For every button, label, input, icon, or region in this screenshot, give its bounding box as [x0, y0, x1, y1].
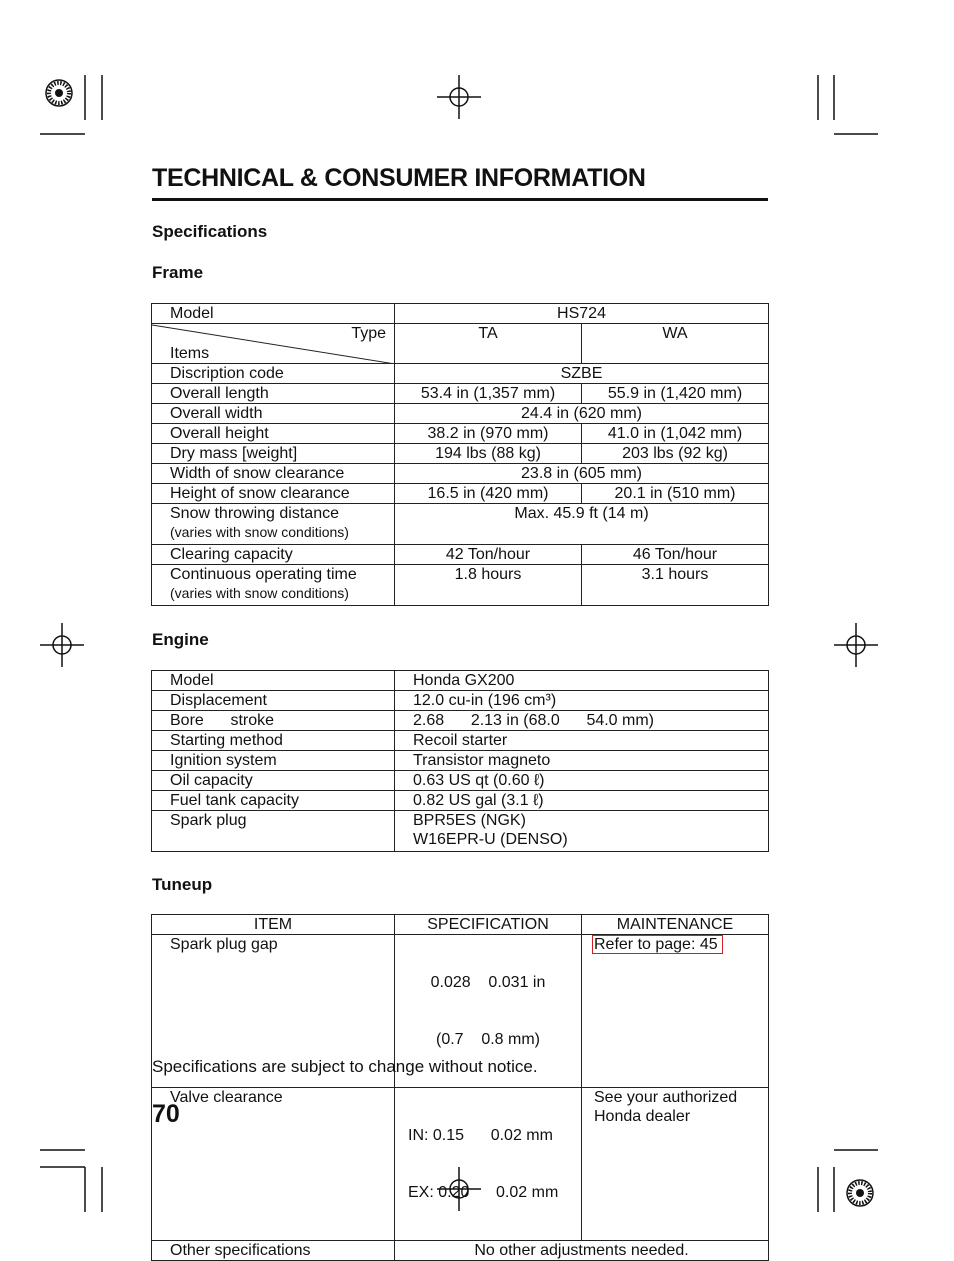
- table-row: [152, 691, 769, 711]
- gap-label: Spark plug gap: [152, 935, 395, 1088]
- spark-plug-ngk: BPR5ES (NGK): [413, 812, 526, 829]
- crosshair-top: [437, 75, 481, 119]
- valve-spec-ex: EX: 0.20 0.02 mm: [408, 1184, 559, 1201]
- engine-label: Fuel tank capacity: [152, 791, 395, 811]
- table-row: [152, 1241, 769, 1261]
- section-tuneup: Tuneup: [152, 875, 213, 894]
- spark-plug-values: [395, 811, 769, 852]
- valve-maint-line2: Honda dealer: [594, 1108, 691, 1125]
- clear-width-value: 23.8 in (605 mm): [395, 464, 769, 484]
- table-row: [152, 304, 769, 324]
- other-value: No other adjustments needed.: [395, 1241, 769, 1261]
- spark-plug-label: Spark plug: [152, 811, 395, 852]
- throw-label-cell: [152, 504, 395, 545]
- page-number: 70: [152, 1100, 180, 1128]
- table-row: [152, 545, 769, 565]
- engine-label: Displacement: [152, 691, 395, 711]
- optime-note: (varies with snow conditions): [170, 585, 349, 601]
- type-label: Type: [351, 325, 386, 342]
- title-rule: [152, 198, 768, 201]
- section-frame: Frame: [152, 263, 204, 282]
- throw-label: Snow throwing distance: [170, 505, 339, 522]
- table-row: [152, 811, 769, 852]
- gap-spec-in: 0.028 0.031 in: [430, 974, 546, 991]
- table-row: [152, 771, 769, 791]
- disclaimer-note: Specifications are subject to change without notice.: [152, 1057, 538, 1076]
- header-maintenance: MAINTENANCE: [582, 915, 769, 935]
- other-label: Other specifications: [152, 1241, 395, 1261]
- table-row: [152, 565, 769, 606]
- capacity-label: Clearing capacity: [152, 545, 395, 565]
- clear-height-wa: 20.1 in (510 mm): [582, 484, 769, 504]
- throw-value: Max. 45.9 ft (14 m): [395, 504, 769, 545]
- page-reference-link[interactable]: Refer to page: 45: [592, 935, 723, 954]
- mass-label: Dry mass [weight]: [152, 444, 395, 464]
- table-row: [152, 711, 769, 731]
- width-label: Overall width: [152, 404, 395, 424]
- type-ta: TA: [395, 324, 582, 364]
- optime-label-cell: [152, 565, 395, 606]
- tuneup-table: [151, 914, 769, 1261]
- engine-table: [151, 670, 769, 852]
- clear-height-ta: 16.5 in (420 mm): [395, 484, 582, 504]
- table-row: [152, 671, 769, 691]
- table-row: [152, 324, 769, 364]
- height-label: Overall height: [152, 424, 395, 444]
- items-label: Items: [170, 345, 210, 362]
- registration-target-bottom-right: [847, 1180, 873, 1206]
- engine-value: 2.68 2.13 in (68.0 54.0 mm): [395, 711, 769, 731]
- section-specifications: Specifications: [152, 222, 268, 241]
- engine-label: Starting method: [152, 731, 395, 751]
- length-wa: 55.9 in (1,420 mm): [582, 384, 769, 404]
- length-label: Overall length: [152, 384, 395, 404]
- engine-value: Transistor magneto: [395, 751, 769, 771]
- engine-label: Oil capacity: [152, 771, 395, 791]
- gap-maint-cell: [582, 935, 769, 1088]
- table-row: [152, 751, 769, 771]
- capacity-wa: 46 Ton/hour: [582, 545, 769, 565]
- capacity-ta: 42 Ton/hour: [395, 545, 582, 565]
- height-ta: 38.2 in (970 mm): [395, 424, 582, 444]
- clear-width-label: Width of snow clearance: [152, 464, 395, 484]
- mass-wa: 203 lbs (92 kg): [582, 444, 769, 464]
- valve-spec: [395, 1088, 582, 1241]
- frame-model-value: HS724: [395, 304, 769, 324]
- optime-label: Continuous operating time: [170, 566, 357, 583]
- engine-value: 12.0 cu-in (196 cm³): [395, 691, 769, 711]
- type-wa: WA: [582, 324, 769, 364]
- crosshair-right: [834, 623, 878, 667]
- optime-wa: 3.1 hours: [582, 565, 769, 606]
- height-wa: 41.0 in (1,042 mm): [582, 424, 769, 444]
- crosshair-left: [40, 623, 84, 667]
- table-row: [152, 484, 769, 504]
- table-row: [152, 424, 769, 444]
- table-row: [152, 791, 769, 811]
- width-value: 24.4 in (620 mm): [395, 404, 769, 424]
- valve-maint: [582, 1088, 769, 1241]
- table-row: [152, 731, 769, 751]
- code-value: SZBE: [395, 364, 769, 384]
- engine-value: Recoil starter: [395, 731, 769, 751]
- header-specification: SPECIFICATION: [395, 915, 582, 935]
- code-label: Discription code: [152, 364, 395, 384]
- table-row: [152, 464, 769, 484]
- clear-height-label: Height of snow clearance: [152, 484, 395, 504]
- frame-model-label: Model: [152, 304, 395, 324]
- table-row: [152, 1088, 769, 1241]
- engine-label: Bore stroke: [152, 711, 395, 731]
- length-ta: 53.4 in (1,357 mm): [395, 384, 582, 404]
- header-item: ITEM: [152, 915, 395, 935]
- table-row: [152, 364, 769, 384]
- table-row: [152, 404, 769, 424]
- engine-label: Model: [152, 671, 395, 691]
- gap-spec-mm: (0.7 0.8 mm): [435, 1031, 541, 1048]
- spark-plug-denso: W16EPR-U (DENSO): [413, 831, 568, 848]
- mass-ta: 194 lbs (88 kg): [395, 444, 582, 464]
- table-row: [152, 384, 769, 404]
- valve-maint-line1: See your authorized: [594, 1089, 738, 1106]
- table-row: [152, 444, 769, 464]
- registration-target-top-left: [46, 80, 72, 106]
- valve-label: Valve clearance: [152, 1088, 395, 1241]
- section-engine: Engine: [152, 630, 209, 649]
- page-title: TECHNICAL & CONSUMER INFORMATION: [152, 164, 646, 192]
- throw-note: (varies with snow conditions): [170, 524, 349, 540]
- engine-value: Honda GX200: [395, 671, 769, 691]
- engine-value: 0.63 US qt (0.60 ℓ): [395, 771, 769, 791]
- type-items-header: [152, 324, 395, 364]
- valve-spec-in: IN: 0.15 0.02 mm: [408, 1127, 553, 1144]
- table-header-row: [152, 915, 769, 935]
- engine-value: 0.82 US gal (3.1 ℓ): [395, 791, 769, 811]
- optime-ta: 1.8 hours: [395, 565, 582, 606]
- engine-label: Ignition system: [152, 751, 395, 771]
- table-row: [152, 504, 769, 545]
- frame-table: [151, 303, 769, 606]
